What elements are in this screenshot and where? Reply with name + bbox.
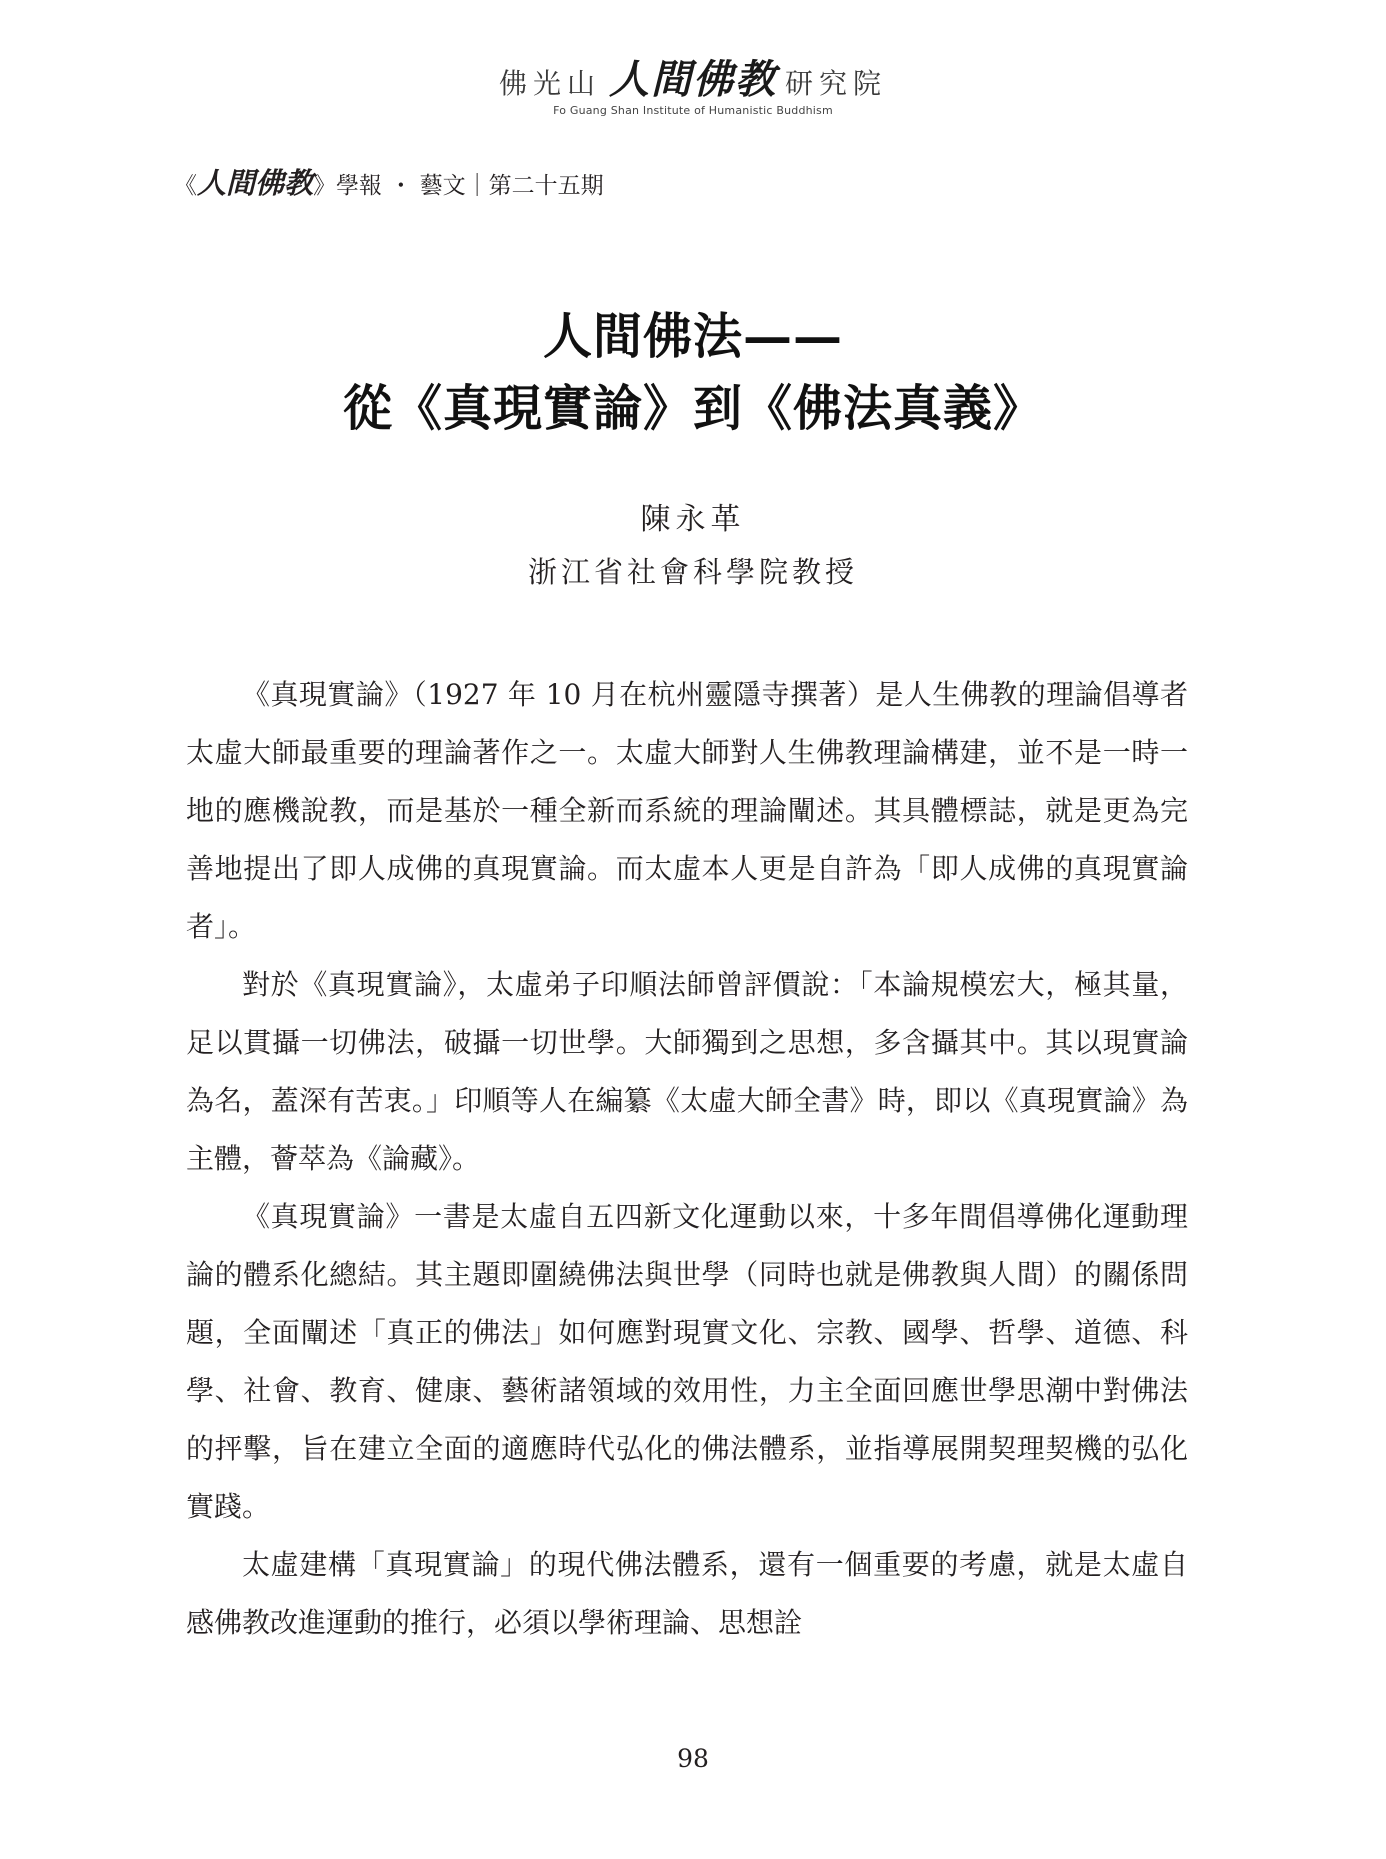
author-name: 陳永革 <box>640 502 746 537</box>
article-title <box>0 300 1386 444</box>
author-affiliation: 浙江省社會科學院教授 <box>527 555 858 589</box>
institute-header <box>0 56 1386 117</box>
body-paragraph: 對於《真現實論》，太虛弟子印順法師曾評價說：「本論規模宏大，極其量，足以貫攝一切佛法，破攝一切世學。大師獨到之思想，多含攝其中。其以現實論為名，蓋深有苦衷。」印順等人在編纂《太虛大師全書》時，即以《真現實論》為主體，薈萃為《論藏》。 <box>186 968 1188 1175</box>
article-body <box>186 666 1188 1652</box>
journal-running-head <box>174 168 604 201</box>
body-paragraph: 《真現實論》（1927 年 10 月在杭州靈隱寺撰著）是人生佛教的理論倡導者太虛大師最重要的理論著作之一。太虛大師對人生佛教理論構建，並不是一時一地的應機說教，而是基於一種全新而系統的理論闡述。其具體標誌，就是更為完善地提出了即人成佛的真現實論。而太虛本人更是自許為「即人成佛的真現實論者」。 <box>186 678 1188 943</box>
institute-english-name: Fo Guang Shan Institute of Humanistic Buddhism <box>553 104 833 117</box>
page-number: 98 <box>677 1744 709 1773</box>
body-paragraph: 《真現實論》一書是太虛自五四新文化運動以來，十多年間倡導佛化運動理論的體系化總結。其主題即圍繞佛法與世學（同時也就是佛教與人間）的關係問題，全面闡述「真正的佛法」如何應對現實文化、宗教、國學、哲學、道德、科學、社會、教育、健康、藝術諸領域的效用性，力主全面回應世學思潮中對佛法的抨擊，旨在建立全面的適應時代弘化的佛法體系，並指導展開契理契機的弘化實踐。 <box>186 1200 1188 1523</box>
institute-logo-text: 人間佛教 <box>609 56 777 103</box>
title-line-2: 從《真現實論》到《佛法真義》 <box>342 379 1043 437</box>
institute-suffix: 研究院 <box>785 67 888 100</box>
journal-issue: 學報 ・ 藝文｜第二十五期 <box>336 173 604 199</box>
institute-name <box>0 56 1386 103</box>
journal-open-bracket: 《 <box>174 173 197 199</box>
institute-prefix: 佛光山 <box>498 67 601 100</box>
journal-name: 人間佛教 <box>197 166 314 200</box>
title-line-1: 人間佛法—— <box>542 307 843 365</box>
author-block <box>0 494 1386 598</box>
journal-close-bracket: 》 <box>313 173 337 199</box>
body-paragraph: 太虛建構「真現實論」的現代佛法體系，還有一個重要的考慮，就是太虛自感佛教改進運動的推行，必須以學術理論、思想詮 <box>186 1548 1188 1639</box>
